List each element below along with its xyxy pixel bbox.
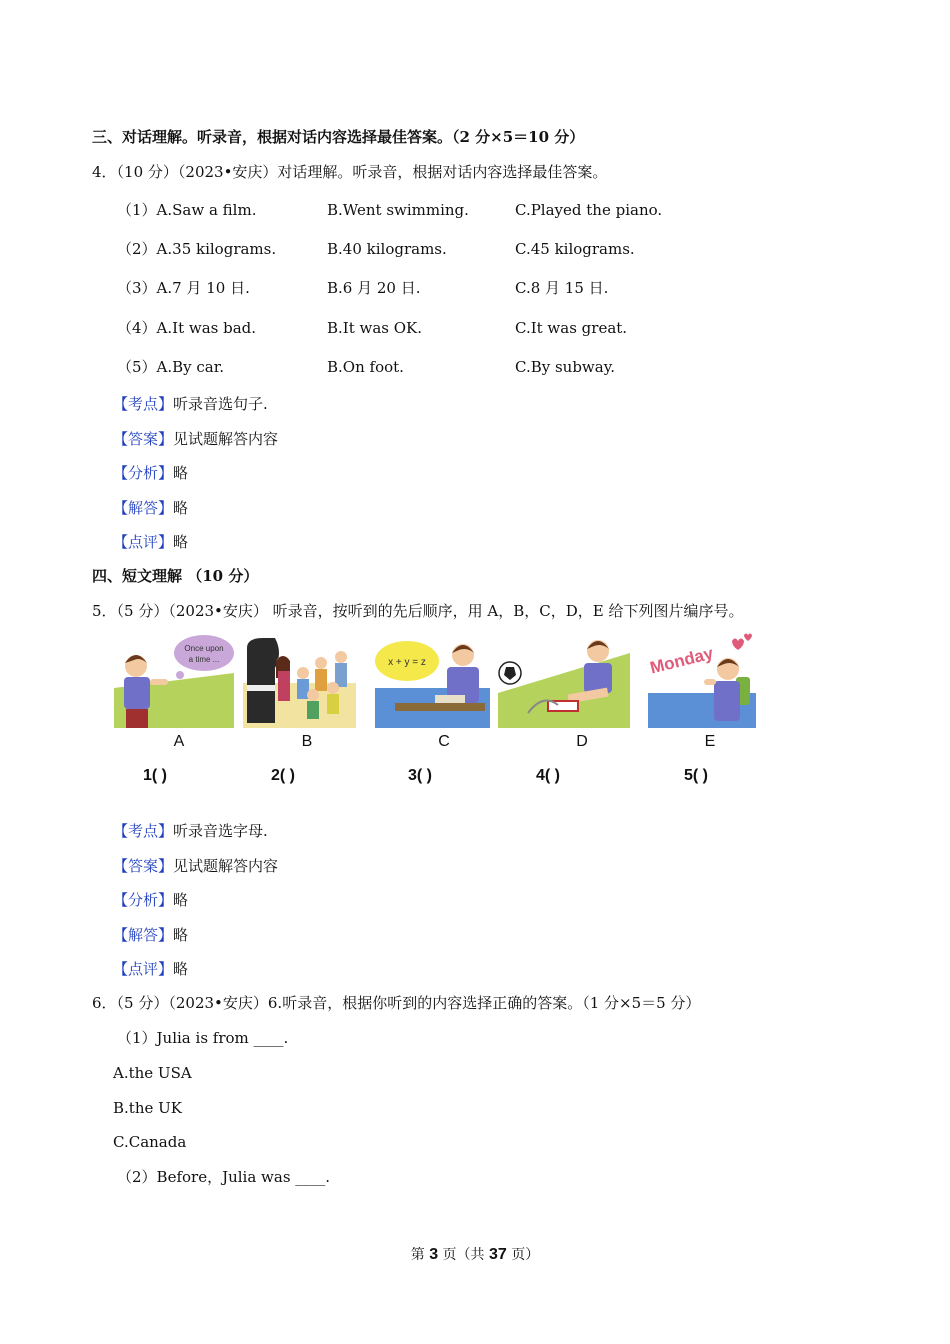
picture-label-b: B: [301, 733, 313, 750]
question-6-stem: 6．（5 分）（2023•安庆）6.听录音，根据你听到的内容选择正确的答案。（1 分×5＝5 分）: [92, 994, 701, 1012]
note-dianping: [113, 959, 188, 979]
picture-e: [648, 633, 756, 728]
answer-slot-3: 3( ): [408, 767, 432, 784]
option-b: B.6 月 20 日.: [327, 279, 421, 297]
question-4-stem: 4．（10 分）（2023•安庆）对话理解。听录音，根据对话内容选择最佳答案。: [92, 163, 608, 181]
option-a: （5）A.By car.: [117, 358, 225, 376]
option-a: （1）A.Saw a film.: [117, 201, 257, 219]
question-5-stem: 5．（5 分）（2023•安庆） 听录音，按听到的先后顺序，用 A，B，C，D，E 给下列图片编序号。: [92, 602, 744, 620]
note-text: 见试题解答内容: [173, 430, 279, 448]
option-b: B.40 kilograms.: [327, 240, 447, 258]
section-3-heading: 三、对话理解。听录音，根据对话内容选择最佳答案。（2 分×5＝10 分）: [92, 128, 585, 146]
question-6-option-c: C.Canada: [113, 1133, 187, 1151]
note-tag: 【点评】: [113, 533, 174, 551]
note-daan: [113, 429, 278, 449]
note-tag: 【答案】: [113, 857, 174, 875]
bubble-text-line1: Once upon: [184, 644, 224, 653]
picture-label-d: D: [576, 733, 588, 750]
question-6-option-b: B.the UK: [113, 1099, 182, 1117]
answer-slot-1: 1( ): [143, 767, 167, 784]
option-a: （3）A.7 月 10 日.: [117, 279, 250, 297]
option-b: B.Went swimming.: [327, 201, 469, 219]
picture-a: [114, 633, 234, 728]
monday-boy-illustration: [648, 633, 756, 728]
note-tag: 【答案】: [113, 430, 174, 448]
answer-slot-5: 5( ): [684, 767, 708, 784]
option-a: （4）A.It was bad.: [117, 319, 257, 337]
note-text: 听录音选句子.: [173, 395, 268, 413]
question-6-sub-2: （2）Before，Julia was ____.: [117, 1168, 331, 1186]
option-c: C.8 月 15 日.: [515, 279, 609, 297]
option-a: （2）A.35 kilograms.: [117, 240, 277, 258]
picture-label-e: E: [704, 733, 716, 750]
answer-slot-2: 2( ): [271, 767, 295, 784]
footer-prefix: 第: [410, 1247, 425, 1263]
picture-label-c: C: [438, 733, 450, 750]
note-daan: [113, 856, 278, 876]
note-tag: 【分析】: [113, 464, 174, 482]
note-text: 听录音选字母.: [173, 822, 268, 840]
note-text: 见试题解答内容: [173, 857, 279, 875]
bubble-text-line2: a time ...: [188, 655, 220, 664]
note-tag: 【解答】: [113, 926, 174, 944]
note-text: 略: [173, 464, 189, 482]
note-tag: 【点评】: [113, 960, 174, 978]
piano-children-illustration: [243, 633, 356, 728]
picture-c: [375, 633, 490, 728]
bubble-equation: x + y = z: [388, 657, 426, 668]
option-b: B.It was OK.: [327, 319, 423, 337]
note-kaodian: [113, 821, 268, 841]
total-page-number: 37: [489, 1246, 507, 1263]
question-6-sub-1: （1）Julia is from ____.: [117, 1029, 289, 1047]
note-tag: 【考点】: [113, 822, 174, 840]
note-fenxi: [113, 890, 188, 910]
storytelling-boy-illustration: [114, 633, 234, 728]
option-c: C.By subway.: [515, 358, 615, 376]
note-jieda: [113, 925, 188, 945]
note-text: 略: [173, 960, 189, 978]
section-4-heading: 四、短文理解 （10 分）: [92, 567, 259, 585]
picture-b: [243, 633, 356, 728]
note-text: 略: [173, 533, 189, 551]
note-tag: 【分析】: [113, 891, 174, 909]
footer-middle: 页（共: [442, 1247, 485, 1263]
monday-word: Monday: [648, 643, 716, 678]
option-b: B.On foot.: [327, 358, 404, 376]
picture-label-a: A: [173, 733, 185, 750]
footer-suffix: 页）: [511, 1247, 540, 1263]
question-6-option-a: A.the USA: [113, 1064, 192, 1082]
option-c: C.Played the piano.: [515, 201, 663, 219]
answer-slot-4: 4( ): [536, 767, 560, 784]
football-boy-illustration: [498, 633, 630, 728]
current-page-number: 3: [429, 1246, 439, 1263]
note-text: 略: [173, 499, 189, 517]
picture-d: [498, 633, 630, 728]
option-c: C.It was great.: [515, 319, 628, 337]
math-boy-illustration: [375, 633, 490, 728]
page-footer: [0, 1244, 950, 1264]
option-c: C.45 kilograms.: [515, 240, 635, 258]
note-fenxi: [113, 463, 188, 483]
note-text: 略: [173, 926, 189, 944]
note-dianping: [113, 532, 188, 552]
note-text: 略: [173, 891, 189, 909]
note-tag: 【考点】: [113, 395, 174, 413]
note-tag: 【解答】: [113, 499, 174, 517]
note-kaodian: [113, 394, 268, 414]
note-jieda: [113, 498, 188, 518]
